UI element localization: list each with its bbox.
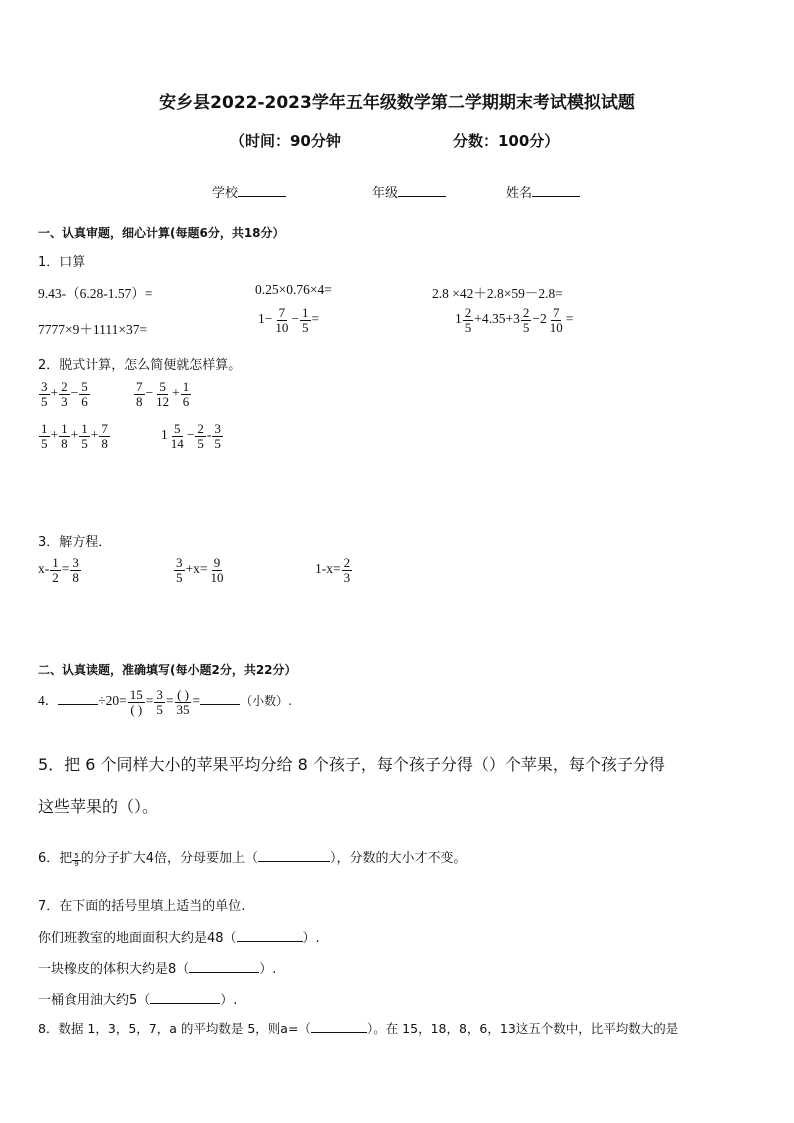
- name-blank: [532, 185, 580, 197]
- q1-expr-4: 7777×9＋1111×37=: [38, 322, 148, 337]
- q7-line-2-text: 一块橡皮的体积大约是8（: [38, 962, 190, 977]
- q2-expr-3: $\frac{1}{5}$ + $\frac{1}{8}$ + $\frac{1}{5}$ + $\frac{7}{8}$: [41, 421, 108, 451]
- section2-heading: 二、认真读题，准确填写(每小题2分，共22分）: [38, 663, 297, 677]
- q4-num-3: 3: [156, 687, 163, 702]
- school-blank: [238, 185, 286, 197]
- q4: 4． ÷20= $\frac{15}{( )}$ = $\frac{3}{5}$ = $\frac{( )}{35}$ = （小数）.: [38, 687, 292, 717]
- q8-blank: [311, 1021, 367, 1033]
- q2-expr-1: $\frac{3}{5}$ + $\frac{2}{3}$ − $\frac{5}{6}$: [41, 379, 88, 409]
- q3-eq-2: $\frac{3}{5}$ +x= $\frac{9}{10}$: [176, 555, 224, 585]
- q1-expr-5: 1− $\frac{7}{10}$ − $\frac{1}{5}$ =: [258, 305, 320, 335]
- q8: [38, 1019, 678, 1037]
- q6-pre: 6．把: [38, 851, 73, 866]
- q7-close-1: ）.: [302, 931, 320, 946]
- q6-end: ），分数的大小才不变。: [330, 851, 467, 866]
- q5-line-1: 5．把 6 个同样大小的苹果平均分给 8 个孩子，每个孩子分得（）个苹果，每个孩子分得: [38, 755, 665, 774]
- q1-expr-2: 0.25×0.76×4=: [255, 282, 332, 297]
- q1-expr-6: 1 $\frac{2}{5}$ +4.35+3 $\frac{2}{5}$ −2 $\frac{7}{10}$ =: [455, 305, 574, 335]
- grade-blank: [398, 185, 446, 197]
- q1-expr-1: 9.43-（6.28-1.57）=: [38, 286, 153, 301]
- q3-eq-1: x- $\frac{1}{2}$ = $\frac{3}{8}$: [38, 555, 79, 585]
- grade-field: [372, 182, 446, 201]
- q7-close-3: ）.: [220, 993, 238, 1008]
- q2-expr-4: 1 $\frac{5}{14}$ − $\frac{2}{5}$ - $\frac{3}{5}$: [161, 421, 221, 451]
- q7-close-2: ）.: [259, 962, 277, 977]
- page-title: 安乡县2022-2023学年五年级数学第二学期期末考试模拟试题: [159, 93, 635, 113]
- q7-blank-2: [189, 961, 259, 973]
- q4-blank-1: [58, 693, 98, 705]
- q7-line-1: [38, 927, 320, 946]
- section1-heading: 一、认真审题，细心计算(每题6分，共18分）: [38, 226, 285, 240]
- q8-post: ）。在 15，18，8，6，13这五个数中，比平均数大的是: [366, 1021, 679, 1036]
- q4-tail: （小数）.: [240, 694, 292, 709]
- name-field: [506, 182, 580, 201]
- q1-expr-3: 2.8 ×42＋2.8×59－2.8=: [432, 286, 563, 301]
- q2-expr-2: $\frac{7}{8}$ − $\frac{5}{12}$ + $\frac{1}{6}$: [136, 379, 190, 409]
- q7-line-3: [38, 989, 237, 1008]
- q7-blank-3: [150, 992, 220, 1004]
- q7-blank-1: [237, 930, 303, 942]
- q3-eq-3: 1-x= $\frac{2}{3}$: [315, 555, 351, 585]
- q4-paren-1: ( ): [130, 701, 143, 717]
- q6: 6．把 $\frac{5}{9}$ 的分子扩大4倍，分母要加上（ ），分数的大小才不变。: [38, 851, 467, 869]
- name-label: 姓名: [506, 186, 533, 201]
- q4-div: ÷20=: [98, 693, 127, 709]
- q4-number: 4．: [38, 693, 59, 709]
- q4-num-15: 15: [129, 687, 143, 702]
- q7-label: 7．在下面的括号里填上适当的单位.: [38, 899, 246, 914]
- q5-line-2: 这些苹果的（）。: [38, 797, 159, 816]
- q4-paren-2: ( ): [177, 687, 189, 702]
- q4-blank-2: [200, 693, 240, 705]
- q6-blank: [258, 850, 330, 862]
- q1-label: 1．口算: [38, 255, 86, 270]
- grade-label: 年级: [372, 186, 399, 201]
- q7-line-3-text: 一桶食用油大约5（: [38, 993, 151, 1008]
- q4-num-35: 35: [176, 701, 190, 717]
- q6-post: 的分子扩大4倍，分母要加上（: [80, 851, 259, 866]
- q7-line-2: [38, 958, 276, 977]
- q2-label: 2．脱式计算，怎么简便就怎样算。: [38, 358, 242, 373]
- q4-num-5: 5: [156, 701, 163, 717]
- q3-label: 3．解方程．: [38, 535, 112, 550]
- school-label: 学校: [212, 186, 239, 201]
- q8-pre: 8．数据 1，3，5，7，a 的平均数是 5，则a=（: [38, 1021, 311, 1036]
- exam-time: （时间：90分钟: [230, 132, 341, 150]
- school-field: [212, 182, 286, 201]
- q7-line-1-text: 你们班教室的地面面积大约是48（: [38, 931, 237, 946]
- exam-score: 分数：100分）: [453, 132, 560, 150]
